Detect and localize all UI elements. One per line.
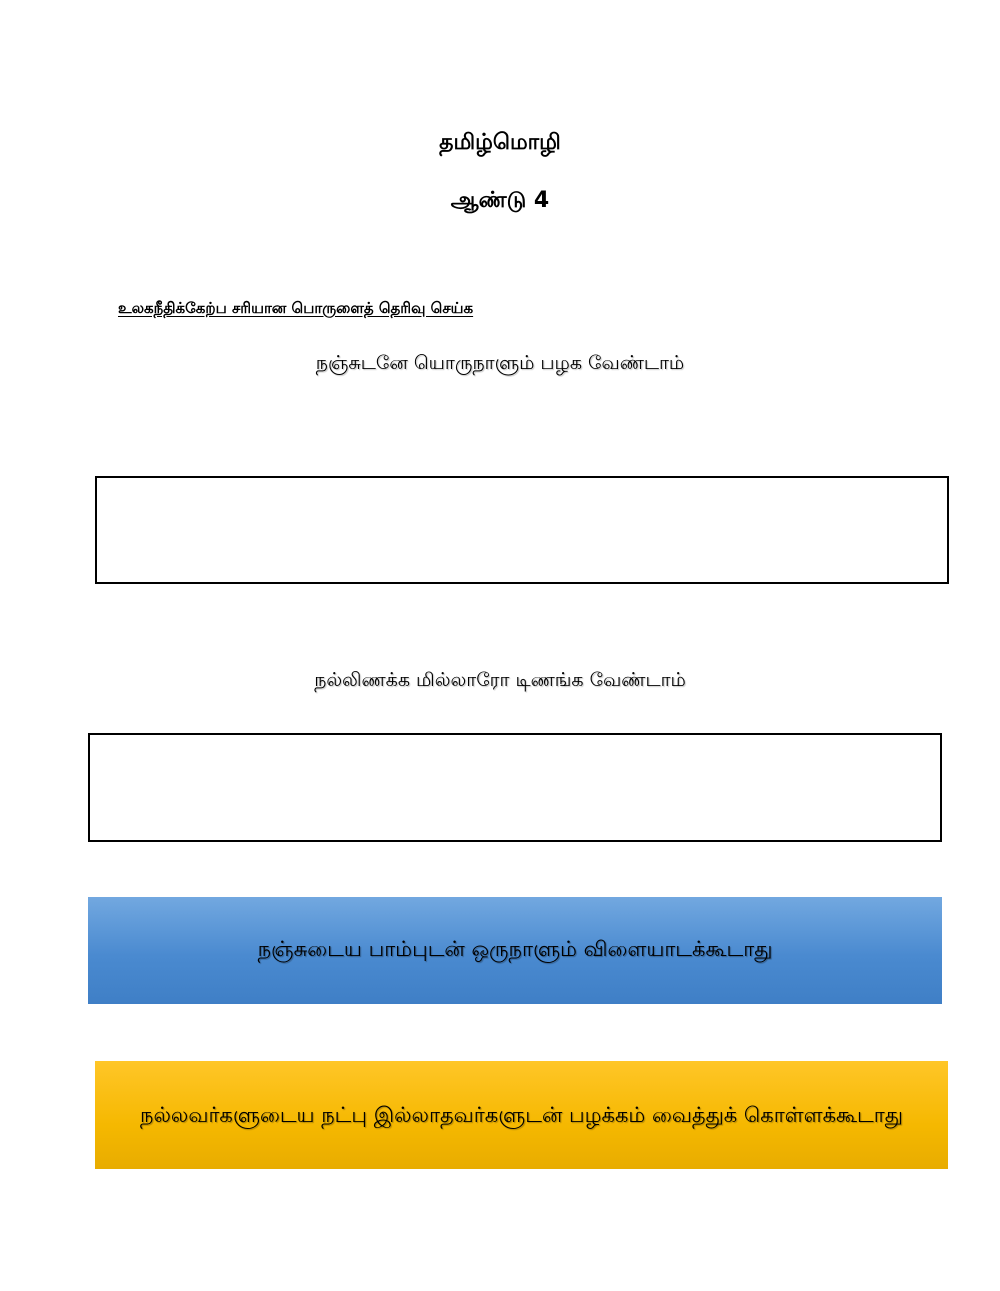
answer-option-2-label: நல்லவர்களுடைய நட்பு இல்லாதவர்களுடன் பழக்கம் வைத்துக் கொள்ளக்கூடாது bbox=[140, 1103, 903, 1127]
verse-1: நஞ்சுடனே யொருநாளும் பழக வேண்டாம் bbox=[315, 352, 685, 374]
instruction-text: உலகநீதிக்கேற்ப சரியான பொருளைத் தெரிவு செய்க bbox=[118, 299, 474, 317]
answer-drop-box-1[interactable] bbox=[95, 476, 949, 584]
verse-2: நல்லிணக்க மில்லாரோ டிணங்க வேண்டாம் bbox=[314, 669, 686, 691]
answer-drop-box-2[interactable] bbox=[88, 733, 942, 842]
page-title: தமிழ்மொழி bbox=[439, 130, 561, 155]
answer-option-2[interactable] bbox=[95, 1061, 948, 1169]
answer-option-1-label: நஞ்சுடைய பாம்புடன் ஒருநாளும் விளையாடக்கூடாது bbox=[257, 937, 773, 961]
answer-option-1[interactable] bbox=[88, 897, 942, 1004]
page-subtitle-year: ஆண்டு 4 bbox=[450, 188, 550, 213]
